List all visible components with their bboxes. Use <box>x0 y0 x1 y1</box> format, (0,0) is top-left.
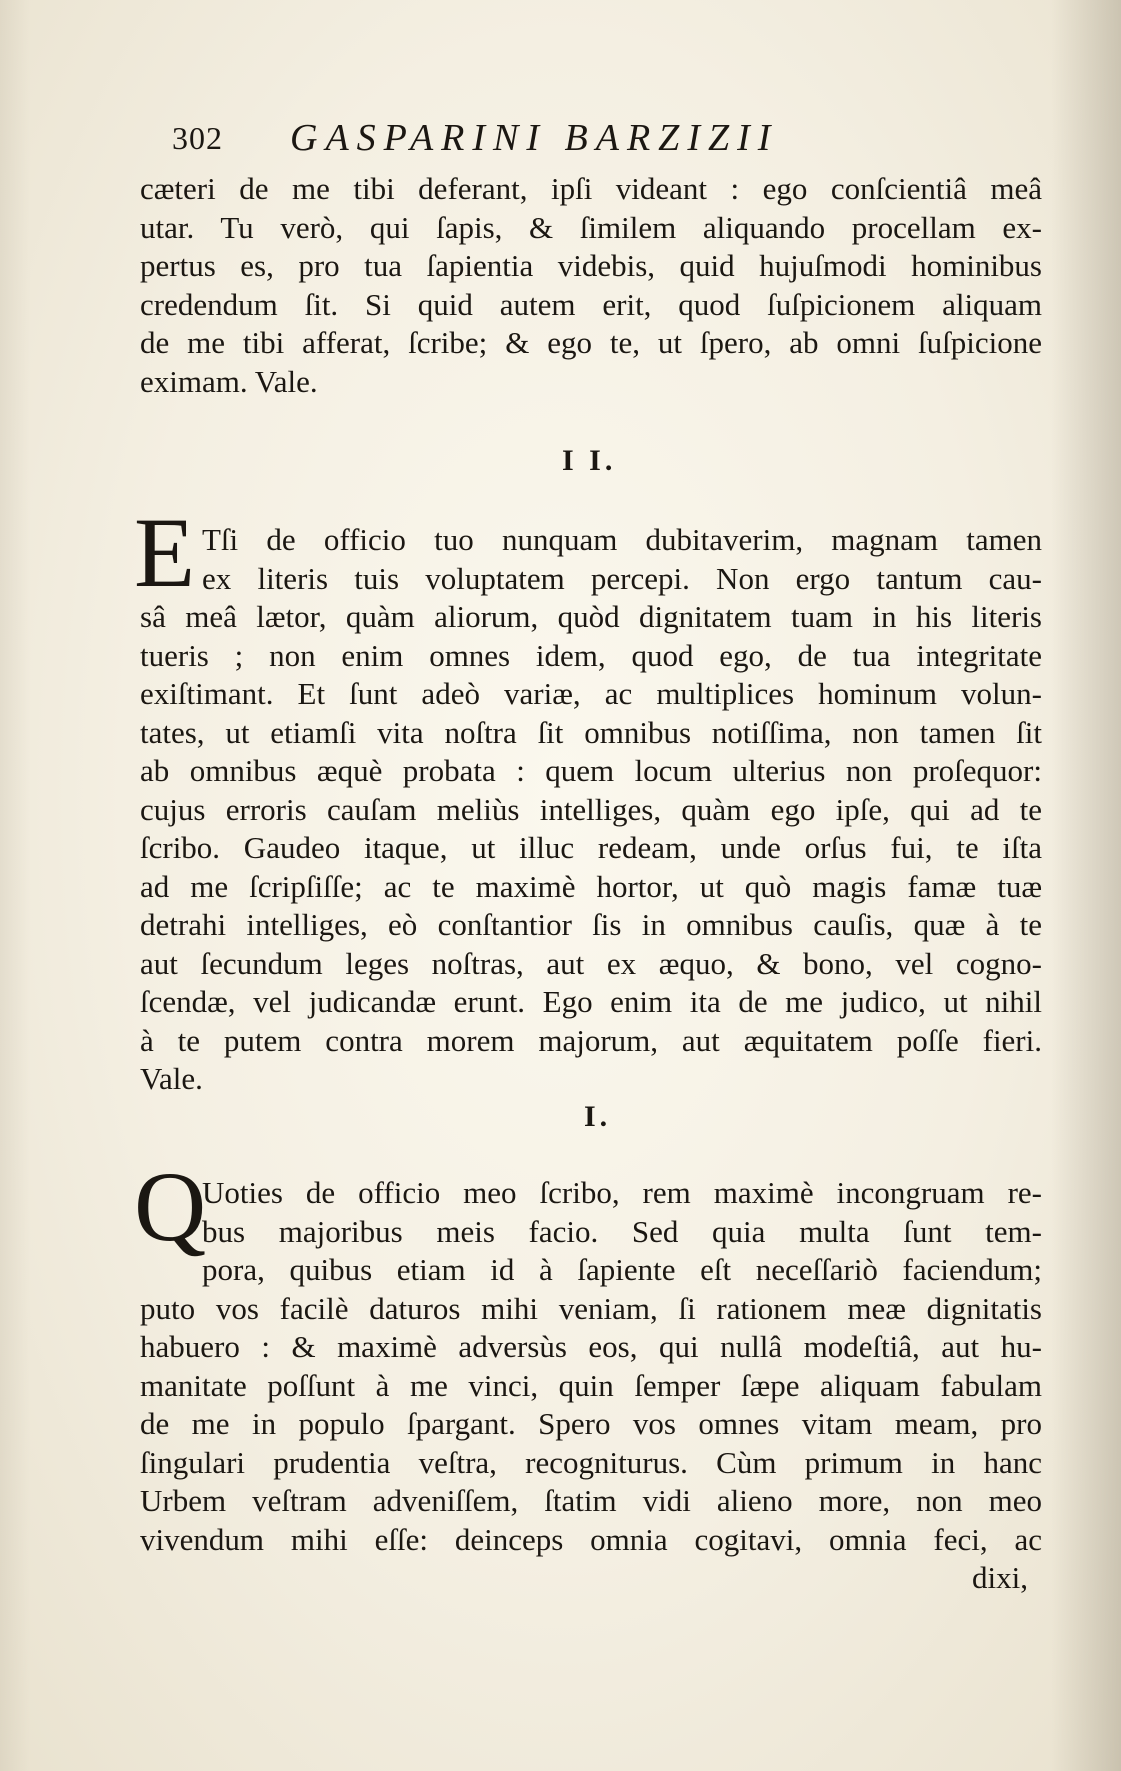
text-line: pertus es, pro tua ſapientia videbis, quid hujuſmodi hominibus <box>140 248 1042 283</box>
text-line: exiſtimant. Et ſunt adeò variæ, ac multiplices hominum volun- <box>140 676 1042 711</box>
text-line: tates, ut etiamſi vita noſtra ſit omnibus notiſſima, non tamen ſit <box>140 714 1042 750</box>
text-line: bus majoribus meis facio. Sed quia multa ſunt tem- <box>202 1213 1042 1249</box>
text-line: ſcendæ, vel judicandæ erunt. Ego enim ita de me judico, ut nihil <box>140 984 1042 1019</box>
text-line: cujus erroris cauſam meliùs intelliges, quàm ego ipſe, qui ad te <box>140 791 1042 827</box>
text-line: credendum ſit. Si quid autem erit, quod ſuſpicionem aliquam <box>140 286 1042 322</box>
page-header <box>172 116 962 162</box>
catchword: dixi, <box>972 1560 1028 1595</box>
text-line: Tſi de officio tuo nunquam dubitaverim, magnam tamen <box>202 522 1042 557</box>
text-line: Uoties de officio meo ſcribo, rem maximè incongruam re- <box>202 1175 1042 1210</box>
text-line: tueris ; non enim omnes idem, quod ego, de tua integritate <box>140 637 1042 673</box>
page-number: 302 <box>172 120 223 156</box>
text-line: pora, quibus etiam id à ſapiente eſt neceſſariò faciendum; <box>202 1252 1042 1287</box>
text-line: à te putem contra morem majorum, aut æquitatem poſſe fieri. <box>140 1022 1042 1058</box>
letter-1-text <box>140 170 1042 401</box>
text-line: aut ſecundum leges noſtras, aut ex æquo, & bono, vel cogno- <box>140 945 1042 981</box>
letter-number: I I. <box>562 444 617 477</box>
text-line: de me in populo ſpargant. Spero vos omnes vitam meam, pro <box>140 1406 1042 1441</box>
text-line: Urbem veſtram adveniſſem, ſtatim vidi alieno more, non meo <box>140 1483 1042 1518</box>
text-line: puto vos facilè daturos mihi veniam, ſi rationem meæ dignitatis <box>140 1290 1042 1326</box>
text-line: eximam. Vale. <box>140 363 318 399</box>
letter-3-text <box>140 1174 1042 1559</box>
text-line: vivendum mihi eſſe: deinceps omnia cogitavi, omnia feci, ac <box>140 1521 1042 1557</box>
text-line: ab omnibus æquè probata : quem locum ulterius non proſequor: <box>140 753 1042 788</box>
text-line: de me tibi afferat, ſcribe; & ego te, ut ſpero, ab omni ſuſpicione <box>140 325 1042 360</box>
text-line: utar. Tu verò, qui ſapis, & ſimilem aliquando procellam ex- <box>140 209 1042 245</box>
drop-capital: E <box>134 497 196 608</box>
text-line: sâ meâ lætor, quàm aliorum, quòd dignitatem tuam in his literis <box>140 599 1042 634</box>
text-line: ad me ſcripſiſſe; ac te maximè hortor, ut quò magis famæ tuæ <box>140 868 1042 904</box>
drop-capital: Q <box>134 1151 207 1262</box>
text-line: Vale. <box>140 1061 203 1096</box>
running-title: GASPARINI BARZIZII <box>290 117 779 159</box>
text-line: cæteri de me tibi deferant, ipſi videant : ego conſcientiâ meâ <box>140 171 1042 206</box>
text-line: manitate poſſunt à me vinci, quin ſemper ſæpe aliquam fabulam <box>140 1367 1042 1403</box>
page-left-edge <box>0 0 30 1771</box>
text-line: ex literis tuis voluptatem percepi. Non ergo tantum cau- <box>202 560 1042 596</box>
binding-shadow <box>1051 0 1121 1771</box>
letter-2-text <box>140 521 1042 1099</box>
text-line: detrahi intelliges, eò conſtantior ſis in omnibus cauſis, quæ à te <box>140 907 1042 942</box>
letter-number: I. <box>584 1100 612 1133</box>
text-line: ſcribo. Gaudeo itaque, ut illuc redeam, unde orſus fui, te iſta <box>140 830 1042 865</box>
text-line: ſingulari prudentia veſtra, recogniturus. Cùm primum in hanc <box>140 1444 1042 1480</box>
text-line: habuero : & maximè adversùs eos, qui nullâ modeſtiâ, aut hu- <box>140 1329 1042 1364</box>
